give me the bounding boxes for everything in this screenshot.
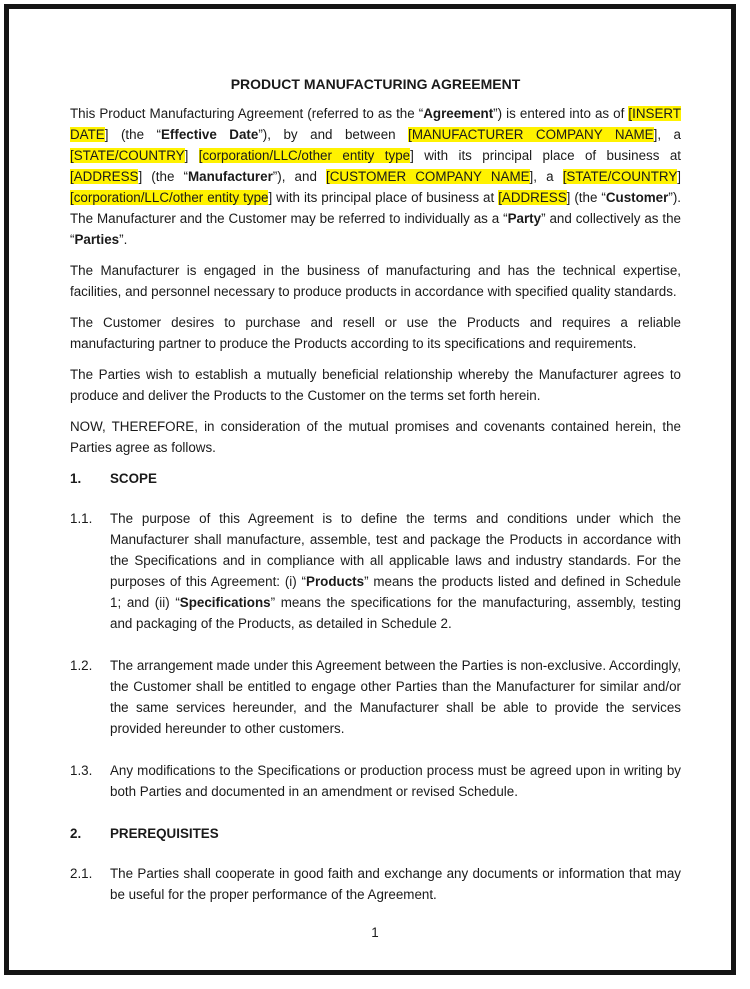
text-run: The arrangement made under this Agreement between the Parties is non-exclusive. Accordingly, the Customer shall be entitled to engage other Parties than the Manufacturer for similar and/or the same services hereunder, and the Manufacturer shall be able to provide the services provided hereunder to other customers. bbox=[110, 658, 681, 736]
clause-number: 1.2. bbox=[70, 658, 93, 673]
clause bbox=[70, 508, 681, 634]
clause bbox=[70, 655, 681, 739]
text-run: Any modifications to the Specifications or production process must be agreed upon in writing by both Parties and documented in an amendment or revised Schedule. bbox=[110, 763, 681, 799]
text-run: ] bbox=[184, 148, 199, 163]
document-title: PRODUCT MANUFACTURING AGREEMENT bbox=[230, 76, 521, 92]
placeholder-highlight: [corporation/LLC/other entity type bbox=[198, 148, 411, 163]
section-title: PREREQUISITES bbox=[110, 826, 219, 841]
clause-text bbox=[110, 863, 681, 905]
placeholder-highlight: [ADDRESS bbox=[498, 190, 567, 205]
section-heading bbox=[70, 468, 681, 489]
text-run: ” means the specifications for the manufacturing, assembly, testing and packaging of the Products, as detailed in Schedule 2. bbox=[110, 595, 682, 631]
text-run: ”). The Manufacturer and the Customer may be referred to individually as a “ bbox=[70, 190, 681, 226]
section-number: 1. bbox=[70, 471, 82, 486]
text-run: The purpose of this Agreement is to define the terms and conditions under which the Manufacturer shall manufacture, assemble, test and package the Products in accordance with the Specifications and in compliance with all applicable laws and industry standards. For the purposes of this Agreement: (i) “ bbox=[110, 511, 681, 589]
defined-term: Party bbox=[507, 211, 542, 226]
intro-paragraph bbox=[70, 416, 681, 458]
clause-number: 1.3. bbox=[70, 763, 93, 778]
section-title: SCOPE bbox=[110, 471, 157, 486]
clause-number: 2.1. bbox=[70, 866, 93, 881]
text-run: ] bbox=[677, 169, 681, 184]
text-run: The Manufacturer is engaged in the business of manufacturing and has the technical expertise, facilities, and personnel necessary to produce products in accordance with specified quality standards. bbox=[70, 263, 681, 299]
clause-text bbox=[110, 760, 681, 802]
clause-number: 1.1. bbox=[70, 511, 93, 526]
text-run: ] (the “ bbox=[104, 127, 161, 142]
defined-term: Customer bbox=[605, 190, 669, 205]
section-heading bbox=[70, 823, 681, 844]
clause-text bbox=[110, 508, 681, 634]
placeholder-highlight: [INSERT DATE bbox=[70, 106, 681, 142]
page-number: 1 bbox=[371, 925, 379, 940]
defined-term: Agreement bbox=[423, 106, 494, 121]
text-run: ” means the products listed and defined in Schedule 1; and (ii) “ bbox=[110, 574, 682, 610]
defined-term: Effective Date bbox=[160, 127, 259, 142]
section-number: 2. bbox=[70, 826, 82, 841]
placeholder-highlight: [STATE/COUNTRY bbox=[562, 169, 678, 184]
intro-paragraph bbox=[70, 260, 681, 302]
text-run: The Customer desires to purchase and resell or use the Products and requires a reliable manufacturing partner to produce the Products according to its specifications and requirements. bbox=[70, 315, 681, 351]
text-run: ] with its principal place of business at bbox=[410, 148, 681, 163]
text-run: ], a bbox=[529, 169, 563, 184]
text-run: This Product Manufacturing Agreement (referred to as the “ bbox=[70, 106, 424, 121]
placeholder-highlight: [STATE/COUNTRY bbox=[70, 148, 185, 163]
text-run: ”. bbox=[119, 232, 128, 247]
text-run: ”), by and between bbox=[258, 127, 409, 142]
placeholder-highlight: [corporation/LLC/other entity type bbox=[70, 190, 269, 205]
document-content bbox=[70, 74, 681, 926]
intro-paragraphs bbox=[70, 103, 681, 458]
clause bbox=[70, 760, 681, 802]
placeholder-highlight: [MANUFACTURER COMPANY NAME bbox=[408, 127, 654, 142]
intro-paragraph bbox=[70, 312, 681, 354]
text-run: The Parties wish to establish a mutually beneficial relationship whereby the Manufacturer agrees to produce and deliver the Products to the Customer on the terms set forth herein. bbox=[70, 367, 681, 403]
intro-paragraph bbox=[70, 364, 681, 406]
text-run: ”), and bbox=[272, 169, 327, 184]
text-run: ] with its principal place of business at bbox=[268, 190, 499, 205]
defined-term: Parties bbox=[74, 232, 120, 247]
text-run: ] (the “ bbox=[566, 190, 606, 205]
text-run: ”) is entered into as of bbox=[493, 106, 629, 121]
defined-term: Specifications bbox=[179, 595, 271, 610]
placeholder-highlight: [ADDRESS bbox=[70, 169, 139, 184]
text-run: The Parties shall cooperate in good faith and exchange any documents or information that may be useful for the proper performance of the Agreement. bbox=[110, 866, 681, 902]
defined-term: Manufacturer bbox=[187, 169, 273, 184]
clause-text bbox=[110, 655, 681, 739]
text-run: ” and collectively as the “ bbox=[70, 211, 682, 247]
text-run: ], a bbox=[653, 127, 681, 142]
defined-term: Products bbox=[306, 574, 365, 589]
text-run: NOW, THEREFORE, in consideration of the mutual promises and covenants contained herein, the Parties agree as follows. bbox=[70, 419, 681, 455]
clause bbox=[70, 863, 681, 905]
intro-paragraph bbox=[70, 103, 681, 250]
placeholder-highlight: [CUSTOMER COMPANY NAME bbox=[326, 169, 530, 184]
sections bbox=[70, 468, 681, 905]
text-run: ] (the “ bbox=[138, 169, 188, 184]
